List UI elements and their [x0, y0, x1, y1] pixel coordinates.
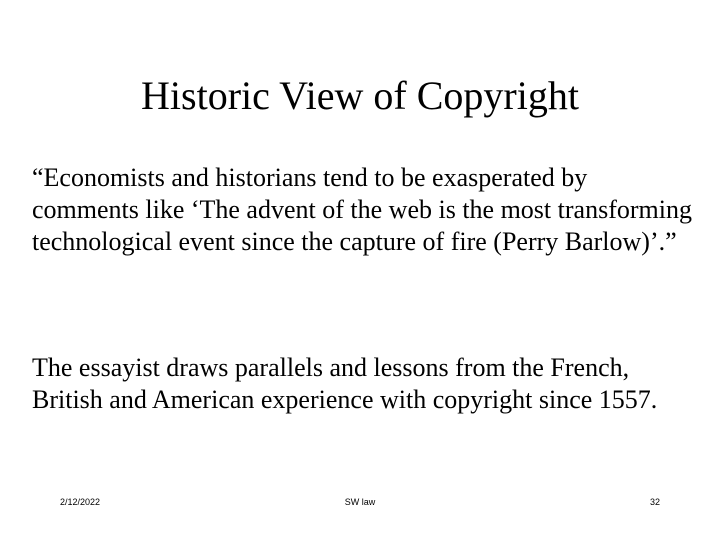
footer-date: 2/12/2022	[60, 497, 101, 507]
slide-title: Historic View of Copyright	[141, 73, 579, 118]
body-paragraph-essayist: The essayist draws parallels and lessons from the French, British and American experience with copyright since 1557.	[32, 353, 658, 414]
footer-page-number: 32	[649, 497, 660, 507]
footer-center-text: SW law	[344, 497, 376, 507]
body-paragraph-quote: “Economists and historians tend to be exasperated by comments like ‘The advent of the web is the most transforming technological event since the capture of fire (Perry Barlow)’.”	[32, 163, 692, 256]
